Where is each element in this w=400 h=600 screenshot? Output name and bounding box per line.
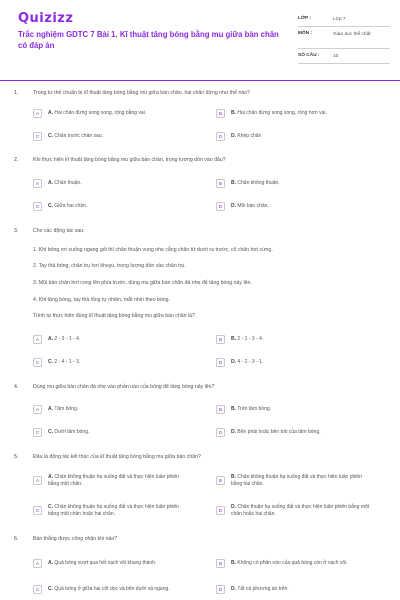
option-a[interactable] — [33, 177, 188, 190]
question-number: 5. — [14, 454, 19, 460]
option-text: Quả bóng ở giữa hai cột dọc và bên dưới xà ngang. — [54, 586, 170, 593]
question-prompt: Trình tự thực hiện đúng kĩ thuật tâng bóng bằng mu giữa bàn chân là? — [33, 313, 195, 319]
question-text: Bàn thắng được công nhận khi nào? — [33, 536, 118, 542]
option-letter: C. — [48, 429, 53, 436]
option-b[interactable] — [216, 403, 371, 416]
option-letter: B. — [231, 336, 236, 343]
option-letter: D. — [231, 429, 236, 436]
header-divider — [0, 80, 400, 81]
question-text: Trong tư thế chuẩn bị kĩ thuật tâng bóng bằng mu giữa bàn chân, hai chân đứng như thế nào? — [33, 90, 251, 96]
option-letter: A. — [48, 560, 53, 567]
option-text: Giữa hai chân. — [54, 203, 88, 210]
option-key-box: A — [33, 476, 42, 485]
option-key-box: B — [216, 405, 225, 414]
meta-subject-row — [298, 27, 390, 49]
option-text: Chân không thuận hạ xuống đất và thực hiện luân phiên bằng hai chân. — [231, 474, 362, 487]
option-text: Chân thuận. — [54, 180, 82, 187]
option-d[interactable] — [216, 580, 371, 599]
option-key-box: C — [33, 358, 42, 367]
option-letter: C. — [48, 359, 53, 366]
option-a[interactable] — [33, 333, 188, 346]
step-4: 4. Khi tâng bóng, tay thả lỏng tự nhiên, mắt nhìn theo bóng. — [33, 297, 171, 303]
quizizz-logo[interactable]: Quizizz — [18, 11, 74, 26]
class-label: LỚP : — [298, 16, 312, 21]
count-label: SỐ CÂU : — [298, 53, 320, 58]
option-letter: B. — [231, 406, 236, 413]
option-c[interactable] — [33, 356, 188, 369]
option-key-box: A — [33, 405, 42, 414]
option-b[interactable] — [216, 471, 371, 490]
worksheet-title: Trắc nghiệm GDTC 7 Bài 1. Kĩ thuật tâng bóng bằng mu giữa bàn chân có đáp án — [18, 30, 279, 50]
option-letter: C. — [48, 203, 53, 210]
option-c[interactable] — [33, 501, 188, 520]
option-c[interactable] — [33, 130, 188, 143]
option-letter: B. — [231, 110, 236, 117]
option-text: Chân không thuận. — [237, 180, 280, 187]
step-1: 1. Khi bóng rơi xuống ngang gối thì chân thuận vung nhẹ cẳng chân từ dưới ra trước, cổ chân hơi cứng. — [33, 247, 273, 253]
question-text: Khi thực hiện kĩ thuật tâng bóng bằng mu giữa bàn chân, trọng lượng dồn vào đâu? — [33, 157, 226, 163]
worksheet-header — [0, 0, 400, 76]
option-letter: A. — [48, 180, 53, 187]
option-text: Trên tâm bóng. — [237, 406, 272, 413]
option-b[interactable] — [216, 177, 371, 190]
option-d[interactable] — [216, 200, 371, 213]
option-key-box: D — [216, 202, 225, 211]
option-text: Dưới tâm bóng. — [54, 429, 90, 436]
option-letter: D. — [231, 359, 236, 366]
option-text: Chân không thuận hạ xuống đất và thực hiện luân phiên bằng một chân. — [48, 474, 179, 487]
option-key-box: B — [216, 109, 225, 118]
option-c[interactable] — [33, 426, 188, 439]
option-d[interactable] — [216, 501, 371, 520]
option-text: Quả bóng vượt qua hết vạch vôi khung thành. — [54, 560, 157, 567]
question-text: Dùng mu giữa bàn chân đá nhẹ vào phần nào của bóng để tâng bóng nảy lên? — [33, 384, 215, 390]
meta-count-row — [298, 49, 390, 64]
option-text: Chân không thuận hạ xuống đất và thực hiện luân phiên bằng một chân hoặc hai chân. — [48, 504, 179, 517]
option-letter: A. — [48, 336, 53, 343]
option-text: Chân trước chân sau. — [54, 133, 103, 140]
option-b[interactable] — [216, 107, 371, 120]
option-letter: C. — [48, 586, 53, 593]
option-text: Hai chân đứng song song, rộng hơn vai. — [237, 110, 327, 117]
option-letter: A. — [48, 406, 53, 413]
option-d[interactable] — [216, 130, 371, 143]
option-d[interactable] — [216, 426, 371, 439]
option-key-box: D — [216, 585, 225, 594]
option-a[interactable] — [33, 107, 188, 120]
option-key-box: B — [216, 476, 225, 485]
question-text: Cho các động tác sau: — [33, 228, 85, 234]
option-b[interactable] — [216, 333, 371, 346]
option-a[interactable] — [33, 554, 188, 573]
option-key-box: D — [216, 428, 225, 437]
option-text: 2 - 4 - 1 - 3. — [54, 359, 81, 366]
option-text: Khép chân — [237, 133, 262, 140]
option-text: Bên phải hoặc bên trái của tâm bóng. — [237, 429, 321, 436]
option-key-box: C — [33, 506, 42, 515]
option-key-box: D — [216, 506, 225, 515]
meta-class-row — [298, 12, 390, 27]
option-text: Không có phần nào của quả bóng còn ở vạch vôi. — [237, 560, 348, 567]
option-letter: C. — [48, 133, 53, 140]
subject-value: Giáo dục thể chất — [333, 32, 371, 37]
question-number: 6. — [14, 536, 19, 542]
option-text: Chân thuận hạ xuống đất và thực hiện luân phiên bằng một chân hoặc hai chân. — [231, 504, 370, 517]
step-2: 2. Tay thả bóng, chân trụ hơi khuỵu, trọng lượng dồn vào chân trụ. — [33, 263, 186, 269]
question-number: 4. — [14, 384, 19, 390]
option-text: 2 - 1 - 3 - 4. — [237, 336, 264, 343]
option-key-box: C — [33, 202, 42, 211]
option-key-box: D — [216, 358, 225, 367]
option-letter: C. — [48, 504, 53, 510]
option-text: 4 - 2 - 3 - 1. — [237, 359, 264, 366]
option-letter: D. — [231, 133, 236, 140]
option-key-box: B — [216, 179, 225, 188]
option-c[interactable] — [33, 200, 188, 213]
class-value: Lớp 7 — [333, 17, 346, 22]
count-value: 10 — [333, 54, 339, 59]
question-number: 2. — [14, 157, 19, 163]
option-key-box: C — [33, 428, 42, 437]
option-key-box: A — [33, 335, 42, 344]
option-letter: B. — [231, 180, 236, 187]
option-letter: D. — [231, 203, 236, 210]
question-number: 3. — [14, 228, 19, 234]
option-key-box: D — [216, 132, 225, 141]
option-text: Mũi bàn chân. — [237, 203, 269, 210]
option-letter: A. — [48, 110, 53, 117]
question-text: Đâu là động tác kết thúc của kĩ thuật tâng bóng bằng mu giữa bàn chân? — [33, 454, 201, 460]
option-key-box: B — [216, 559, 225, 568]
step-3: 3. Mũi bàn chân hơi cong lên phía trước, dùng mu giữa bàn chân đá nhẹ để tâng bóng nảy lên. — [33, 280, 252, 286]
option-key-box: C — [33, 132, 42, 141]
meta-table — [298, 12, 390, 64]
option-b[interactable] — [216, 554, 371, 573]
option-letter: B. — [231, 560, 236, 567]
option-text: Hai chân đứng song song, rộng bằng vai. — [54, 110, 147, 117]
option-key-box: C — [33, 585, 42, 594]
option-a[interactable] — [33, 403, 188, 416]
subject-label: MÔN : — [298, 31, 313, 36]
option-c[interactable] — [33, 580, 188, 599]
option-letter: B. — [231, 474, 236, 480]
option-text: Tâm bóng. — [54, 406, 79, 413]
option-text: 2 - 3 - 1 - 4. — [54, 336, 81, 343]
option-d[interactable] — [216, 356, 371, 369]
option-key-box: A — [33, 179, 42, 188]
option-a[interactable] — [33, 471, 188, 490]
option-key-box: A — [33, 109, 42, 118]
option-letter: A. — [48, 474, 53, 480]
question-number: 1. — [14, 90, 19, 96]
option-key-box: A — [33, 559, 42, 568]
option-letter: D. — [231, 504, 236, 510]
option-text: Tất cả phương án trên. — [237, 586, 289, 593]
option-letter: D. — [231, 586, 236, 593]
option-key-box: B — [216, 335, 225, 344]
